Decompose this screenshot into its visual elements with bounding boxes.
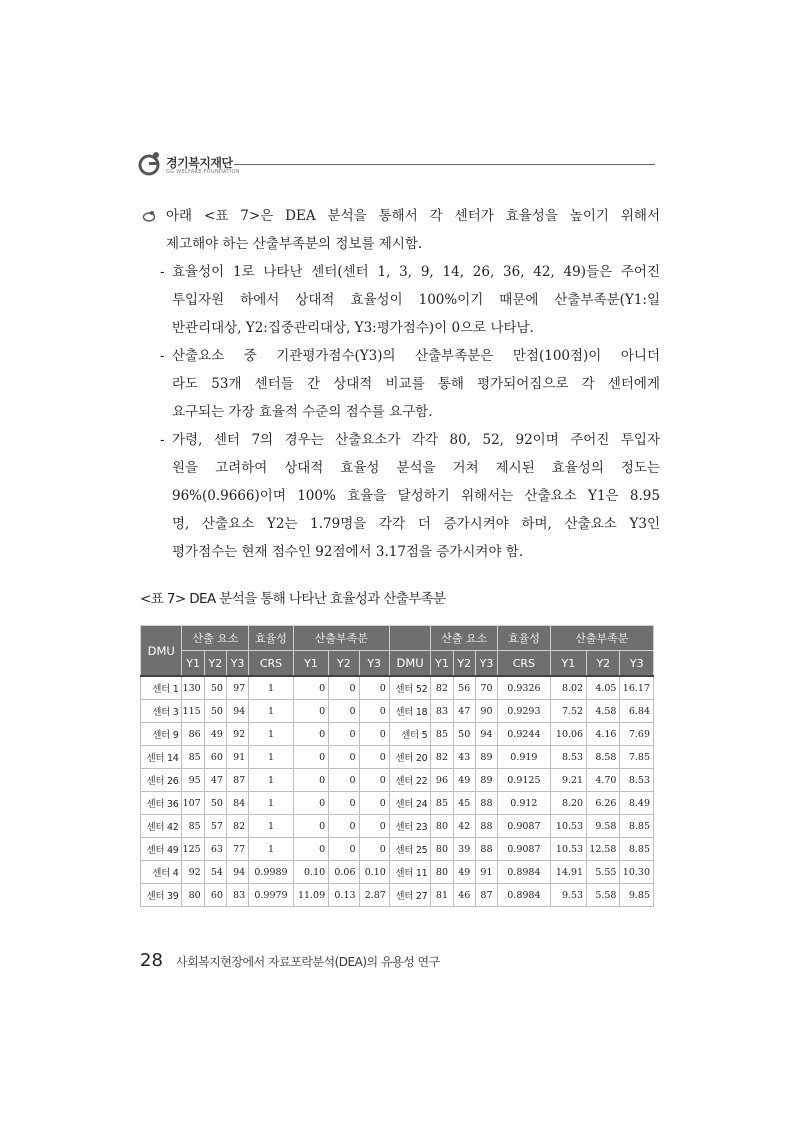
cell-right-dmu: 센터 27 — [389, 884, 430, 907]
cell-right-slack-y2: 12.58 — [587, 838, 620, 861]
cell-right-y1: 82 — [431, 676, 453, 700]
cell-left-crs: 0.9979 — [249, 884, 294, 907]
cell-left-slack-y1: 0 — [293, 838, 328, 861]
table-row — [141, 838, 654, 861]
col-header-y2: Y2 — [587, 651, 620, 677]
col-header-dmu: DMU — [141, 626, 182, 677]
cell-right-slack-y2: 4.58 — [587, 700, 620, 723]
cell-right-slack-y3: 6.84 — [620, 700, 654, 723]
cell-left-slack-y1: 0 — [293, 815, 328, 838]
cell-left-dmu: 센터 49 — [141, 838, 182, 861]
cell-left-y1: 130 — [182, 676, 204, 700]
cell-left-y1: 85 — [182, 746, 204, 769]
cell-left-y3: 91 — [226, 746, 248, 769]
cell-right-slack-y3: 16.17 — [620, 676, 654, 700]
cell-right-dmu: 센터 11 — [389, 861, 430, 884]
cell-left-slack-y1: 0 — [293, 746, 328, 769]
cell-left-y1: 85 — [182, 815, 204, 838]
col-header-y2: Y2 — [453, 651, 475, 677]
cell-right-crs: 0.919 — [498, 746, 551, 769]
cell-left-crs: 0.9989 — [249, 861, 294, 884]
cell-left-crs: 1 — [249, 792, 294, 815]
sub-item-line: 가령, 센터 7의 경우는 산출요소가 각각 80, 52, 92이며 주어진 투입자 — [172, 432, 660, 448]
cell-right-slack-y3: 8.85 — [620, 838, 654, 861]
cell-left-y2: 50 — [204, 792, 226, 815]
cell-right-slack-y3: 9.85 — [620, 884, 654, 907]
cell-right-y2: 56 — [453, 676, 475, 700]
page-number: 28 — [140, 950, 163, 971]
cell-right-slack-y1: 8.20 — [550, 792, 586, 815]
cell-right-y2: 46 — [453, 884, 475, 907]
header-rule — [234, 164, 655, 165]
sub-item-line: 반관리대상, Y2:집중관리대상, Y3:평가점수)이 0으로 나타남. — [172, 320, 534, 336]
col-header-y2: Y2 — [204, 651, 226, 677]
cell-left-slack-y2: 0 — [329, 676, 359, 700]
cell-left-y1: 92 — [182, 861, 204, 884]
cell-left-slack-y1: 0 — [293, 769, 328, 792]
cell-right-crs: 0.912 — [498, 792, 551, 815]
cell-right-y3: 87 — [475, 884, 497, 907]
cell-right-slack-y3: 7.85 — [620, 746, 654, 769]
cell-left-y2: 60 — [204, 884, 226, 907]
col-header-y2: Y2 — [329, 651, 359, 677]
cell-left-slack-y1: 0 — [293, 792, 328, 815]
cell-right-y2: 50 — [453, 723, 475, 746]
cell-left-y2: 47 — [204, 769, 226, 792]
cell-left-slack-y1: 0 — [293, 723, 328, 746]
cell-left-slack-y2: 0 — [329, 838, 359, 861]
cell-left-y2: 50 — [204, 676, 226, 700]
sub-item-line: 96%(0.9666)이며 100% 효율을 달성하기 위해서는 산출요소 Y1은 8.95 — [172, 488, 660, 504]
cell-right-slack-y1: 10.53 — [550, 838, 586, 861]
cell-left-y2: 60 — [204, 746, 226, 769]
cell-right-y1: 96 — [431, 769, 453, 792]
cell-left-slack-y3: 0 — [359, 700, 389, 723]
cell-right-slack-y1: 8.02 — [550, 676, 586, 700]
cell-left-y1: 115 — [182, 700, 204, 723]
cell-right-dmu: 센터 20 — [389, 746, 430, 769]
cell-left-y3: 92 — [226, 723, 248, 746]
col-header-crs: CRS — [498, 651, 551, 677]
cell-left-dmu: 센터 3 — [141, 700, 182, 723]
cell-left-dmu: 센터 42 — [141, 815, 182, 838]
cell-left-slack-y2: 0 — [329, 746, 359, 769]
cell-left-y2: 63 — [204, 838, 226, 861]
cell-right-slack-y2: 4.70 — [587, 769, 620, 792]
cell-left-y2: 57 — [204, 815, 226, 838]
cell-left-slack-y3: 0 — [359, 792, 389, 815]
cell-left-y3: 97 — [226, 676, 248, 700]
cell-right-y2: 49 — [453, 861, 475, 884]
cell-right-y3: 91 — [475, 861, 497, 884]
cell-left-dmu: 센터 26 — [141, 769, 182, 792]
sub-item-line: 평가점수는 현재 점수인 92점에서 3.17점을 증가시켜야 함. — [172, 544, 524, 560]
cell-right-y3: 70 — [475, 676, 497, 700]
cell-left-crs: 1 — [249, 723, 294, 746]
cell-right-dmu: 센터 25 — [389, 838, 430, 861]
cell-right-y3: 94 — [475, 723, 497, 746]
cell-right-dmu: 센터 24 — [389, 792, 430, 815]
col-header-efficiency: 효율성 — [498, 626, 551, 651]
cell-left-crs: 1 — [249, 769, 294, 792]
cell-left-slack-y3: 0 — [359, 769, 389, 792]
cell-left-slack-y2: 0 — [329, 700, 359, 723]
cell-right-slack-y2: 6.26 — [587, 792, 620, 815]
cell-left-crs: 1 — [249, 700, 294, 723]
cell-right-dmu: 센터 18 — [389, 700, 430, 723]
sub-item-line: 명, 산출요소 Y2는 1.79명을 각각 더 증가시켜야 하며, 산출요소 Y3인 — [172, 516, 660, 532]
cell-right-slack-y3: 8.49 — [620, 792, 654, 815]
cell-left-crs: 1 — [249, 676, 294, 700]
cell-right-crs: 0.8984 — [498, 884, 551, 907]
cell-left-slack-y1: 0 — [293, 700, 328, 723]
cell-right-slack-y2: 5.55 — [587, 861, 620, 884]
cell-left-slack-y2: 0 — [329, 723, 359, 746]
col-header-y1: Y1 — [182, 651, 204, 677]
sub-item — [140, 258, 660, 342]
cell-left-slack-y2: 0.13 — [329, 884, 359, 907]
cell-right-slack-y2: 4.16 — [587, 723, 620, 746]
cell-right-slack-y1: 9.21 — [550, 769, 586, 792]
cell-right-dmu: 센터 23 — [389, 815, 430, 838]
table-row — [141, 676, 654, 700]
col-header-dmu: DMU — [389, 651, 430, 677]
cell-left-y2: 54 — [204, 861, 226, 884]
cell-right-crs: 0.8984 — [498, 861, 551, 884]
cell-left-dmu: 센터 4 — [141, 861, 182, 884]
cell-left-slack-y3: 0 — [359, 723, 389, 746]
cell-left-slack-y3: 0.10 — [359, 861, 389, 884]
cell-left-crs: 1 — [249, 838, 294, 861]
sub-item — [140, 426, 660, 566]
cell-right-slack-y1: 14.91 — [550, 861, 586, 884]
sub-item-dash: - — [160, 264, 165, 280]
cell-left-crs: 1 — [249, 815, 294, 838]
sub-item-line: 효율성이 1로 나타난 센터(센터 1, 3, 9, 14, 26, 36, 42, 49)들은 주어진 — [172, 264, 660, 280]
cell-right-y2: 47 — [453, 700, 475, 723]
header-logo — [138, 150, 658, 180]
sub-item-line: 라도 53개 센터들 간 상대적 비교를 통해 평가되어짐으로 각 센터에게 — [172, 376, 660, 392]
cell-right-y1: 80 — [431, 815, 453, 838]
table-row — [141, 723, 654, 746]
table-body — [141, 676, 654, 907]
cell-left-y3: 77 — [226, 838, 248, 861]
cell-right-dmu: 센터 5 — [389, 723, 430, 746]
col-header-slack: 산출부족분 — [550, 626, 653, 651]
cell-left-y3: 94 — [226, 861, 248, 884]
page-footer — [140, 950, 440, 971]
sub-item-line: 원을 고려하여 상대적 효율성 분석을 거쳐 제시된 효율성의 정도는 — [172, 460, 660, 476]
col-header-output: 산출 요소 — [431, 626, 498, 651]
col-header-y3: Y3 — [475, 651, 497, 677]
cell-right-slack-y2: 9.58 — [587, 815, 620, 838]
col-header-blank — [389, 626, 430, 651]
logo-subtext: GG WELFARE FOUNDATION — [166, 169, 240, 175]
cell-right-y2: 42 — [453, 815, 475, 838]
cell-right-slack-y3: 10.30 — [620, 861, 654, 884]
col-header-y3: Y3 — [226, 651, 248, 677]
cell-left-crs: 1 — [249, 746, 294, 769]
dea-results-table — [140, 625, 654, 907]
cell-left-dmu: 센터 36 — [141, 792, 182, 815]
cell-left-y1: 107 — [182, 792, 204, 815]
sub-item-line: 요구되는 가장 효율적 수준의 점수를 요구함. — [172, 404, 433, 420]
cell-right-y2: 43 — [453, 746, 475, 769]
cell-left-slack-y1: 11.09 — [293, 884, 328, 907]
cell-right-crs: 0.9326 — [498, 676, 551, 700]
sub-item-dash: - — [160, 348, 165, 364]
cell-right-slack-y3: 7.69 — [620, 723, 654, 746]
cell-right-dmu: 센터 52 — [389, 676, 430, 700]
cell-right-slack-y1: 7.52 — [550, 700, 586, 723]
cell-right-crs: 0.9087 — [498, 838, 551, 861]
col-header-y3: Y3 — [620, 651, 654, 677]
col-header-y1: Y1 — [293, 651, 328, 677]
cell-left-dmu: 센터 1 — [141, 676, 182, 700]
table-row — [141, 746, 654, 769]
intro-line: 아래 <표 7>은 DEA 분석을 통해서 각 센터가 효율성을 높이기 위해서 — [166, 208, 660, 224]
sub-item-dash: - — [160, 432, 165, 448]
cell-left-slack-y3: 0 — [359, 815, 389, 838]
cell-right-slack-y2: 4.05 — [587, 676, 620, 700]
cell-right-y1: 81 — [431, 884, 453, 907]
body-paragraph — [140, 202, 660, 566]
cell-left-slack-y2: 0 — [329, 769, 359, 792]
cell-left-slack-y3: 2.87 — [359, 884, 389, 907]
cell-right-slack-y2: 8.58 — [587, 746, 620, 769]
cell-left-y1: 80 — [182, 884, 204, 907]
cell-right-crs: 0.9244 — [498, 723, 551, 746]
cell-right-crs: 0.9087 — [498, 815, 551, 838]
cell-right-y3: 89 — [475, 769, 497, 792]
table-caption: <표 7> DEA 분석을 통해 나타난 효율성과 산출부족분 — [140, 591, 446, 607]
cell-right-crs: 0.9293 — [498, 700, 551, 723]
cell-left-slack-y2: 0 — [329, 792, 359, 815]
cell-left-slack-y3: 0 — [359, 676, 389, 700]
cell-left-dmu: 센터 39 — [141, 884, 182, 907]
cell-right-slack-y2: 5.58 — [587, 884, 620, 907]
col-header-y1: Y1 — [550, 651, 586, 677]
cell-left-slack-y1: 0 — [293, 676, 328, 700]
cell-right-y1: 83 — [431, 700, 453, 723]
table-row — [141, 700, 654, 723]
cell-right-slack-y1: 9.53 — [550, 884, 586, 907]
col-header-output: 산출 요소 — [182, 626, 249, 651]
bullet-item — [140, 202, 660, 258]
cell-left-y3: 83 — [226, 884, 248, 907]
cell-right-y1: 80 — [431, 838, 453, 861]
table-row — [141, 861, 654, 884]
cell-left-slack-y3: 0 — [359, 746, 389, 769]
cell-left-dmu: 센터 9 — [141, 723, 182, 746]
cell-left-y3: 82 — [226, 815, 248, 838]
table-row — [141, 815, 654, 838]
sub-item-line: 산출요소 중 기관평가점수(Y3)의 산출부족분은 만점(100점)이 아니더 — [172, 348, 660, 364]
cell-right-y1: 82 — [431, 746, 453, 769]
cell-left-y1: 86 — [182, 723, 204, 746]
cell-right-y3: 90 — [475, 700, 497, 723]
col-header-y3: Y3 — [359, 651, 389, 677]
cell-right-y1: 85 — [431, 723, 453, 746]
cell-right-crs: 0.9125 — [498, 769, 551, 792]
cell-right-y3: 88 — [475, 792, 497, 815]
cell-right-y3: 88 — [475, 838, 497, 861]
cell-left-y1: 125 — [182, 838, 204, 861]
table-row — [141, 884, 654, 907]
cell-left-dmu: 센터 14 — [141, 746, 182, 769]
cell-left-y3: 94 — [226, 700, 248, 723]
col-header-efficiency: 효율성 — [249, 626, 294, 651]
footer-title: 사회복지현장에서 자료포락분석(DEA)의 유용성 연구 — [176, 955, 440, 969]
cell-right-slack-y1: 10.06 — [550, 723, 586, 746]
cell-left-slack-y1: 0.10 — [293, 861, 328, 884]
cell-right-slack-y3: 8.85 — [620, 815, 654, 838]
cell-left-slack-y2: 0.06 — [329, 861, 359, 884]
col-header-slack: 산출부족분 — [293, 626, 389, 651]
cell-right-y1: 85 — [431, 792, 453, 815]
cell-right-slack-y3: 8.53 — [620, 769, 654, 792]
cell-left-y3: 84 — [226, 792, 248, 815]
sub-item — [140, 342, 660, 426]
cell-right-y3: 88 — [475, 815, 497, 838]
cell-right-y3: 89 — [475, 746, 497, 769]
cell-right-y2: 49 — [453, 769, 475, 792]
cell-right-dmu: 센터 22 — [389, 769, 430, 792]
col-header-y1: Y1 — [431, 651, 453, 677]
logo-text: 경기복지재단 — [166, 156, 233, 170]
cell-left-y1: 95 — [182, 769, 204, 792]
sub-item-line: 투입자원 하에서 상대적 효율성이 100%이기 때문에 산출부족분(Y1:일 — [172, 292, 660, 308]
cell-right-y2: 45 — [453, 792, 475, 815]
cell-right-y1: 80 — [431, 861, 453, 884]
table-subheader-row — [141, 651, 654, 677]
cell-left-y2: 49 — [204, 723, 226, 746]
table-row — [141, 769, 654, 792]
table-row — [141, 792, 654, 815]
cell-right-slack-y1: 8.53 — [550, 746, 586, 769]
cell-left-slack-y3: 0 — [359, 838, 389, 861]
cell-right-y2: 39 — [453, 838, 475, 861]
col-header-crs: CRS — [249, 651, 294, 677]
cell-left-y3: 87 — [226, 769, 248, 792]
cell-left-y2: 50 — [204, 700, 226, 723]
intro-line: 제고해야 하는 산출부족분의 정보를 제시함. — [166, 236, 423, 252]
foundation-logo-icon — [138, 150, 162, 178]
cell-right-slack-y1: 10.53 — [550, 815, 586, 838]
table-header-row — [141, 626, 654, 651]
cell-left-slack-y2: 0 — [329, 815, 359, 838]
bullet-icon — [142, 210, 156, 222]
